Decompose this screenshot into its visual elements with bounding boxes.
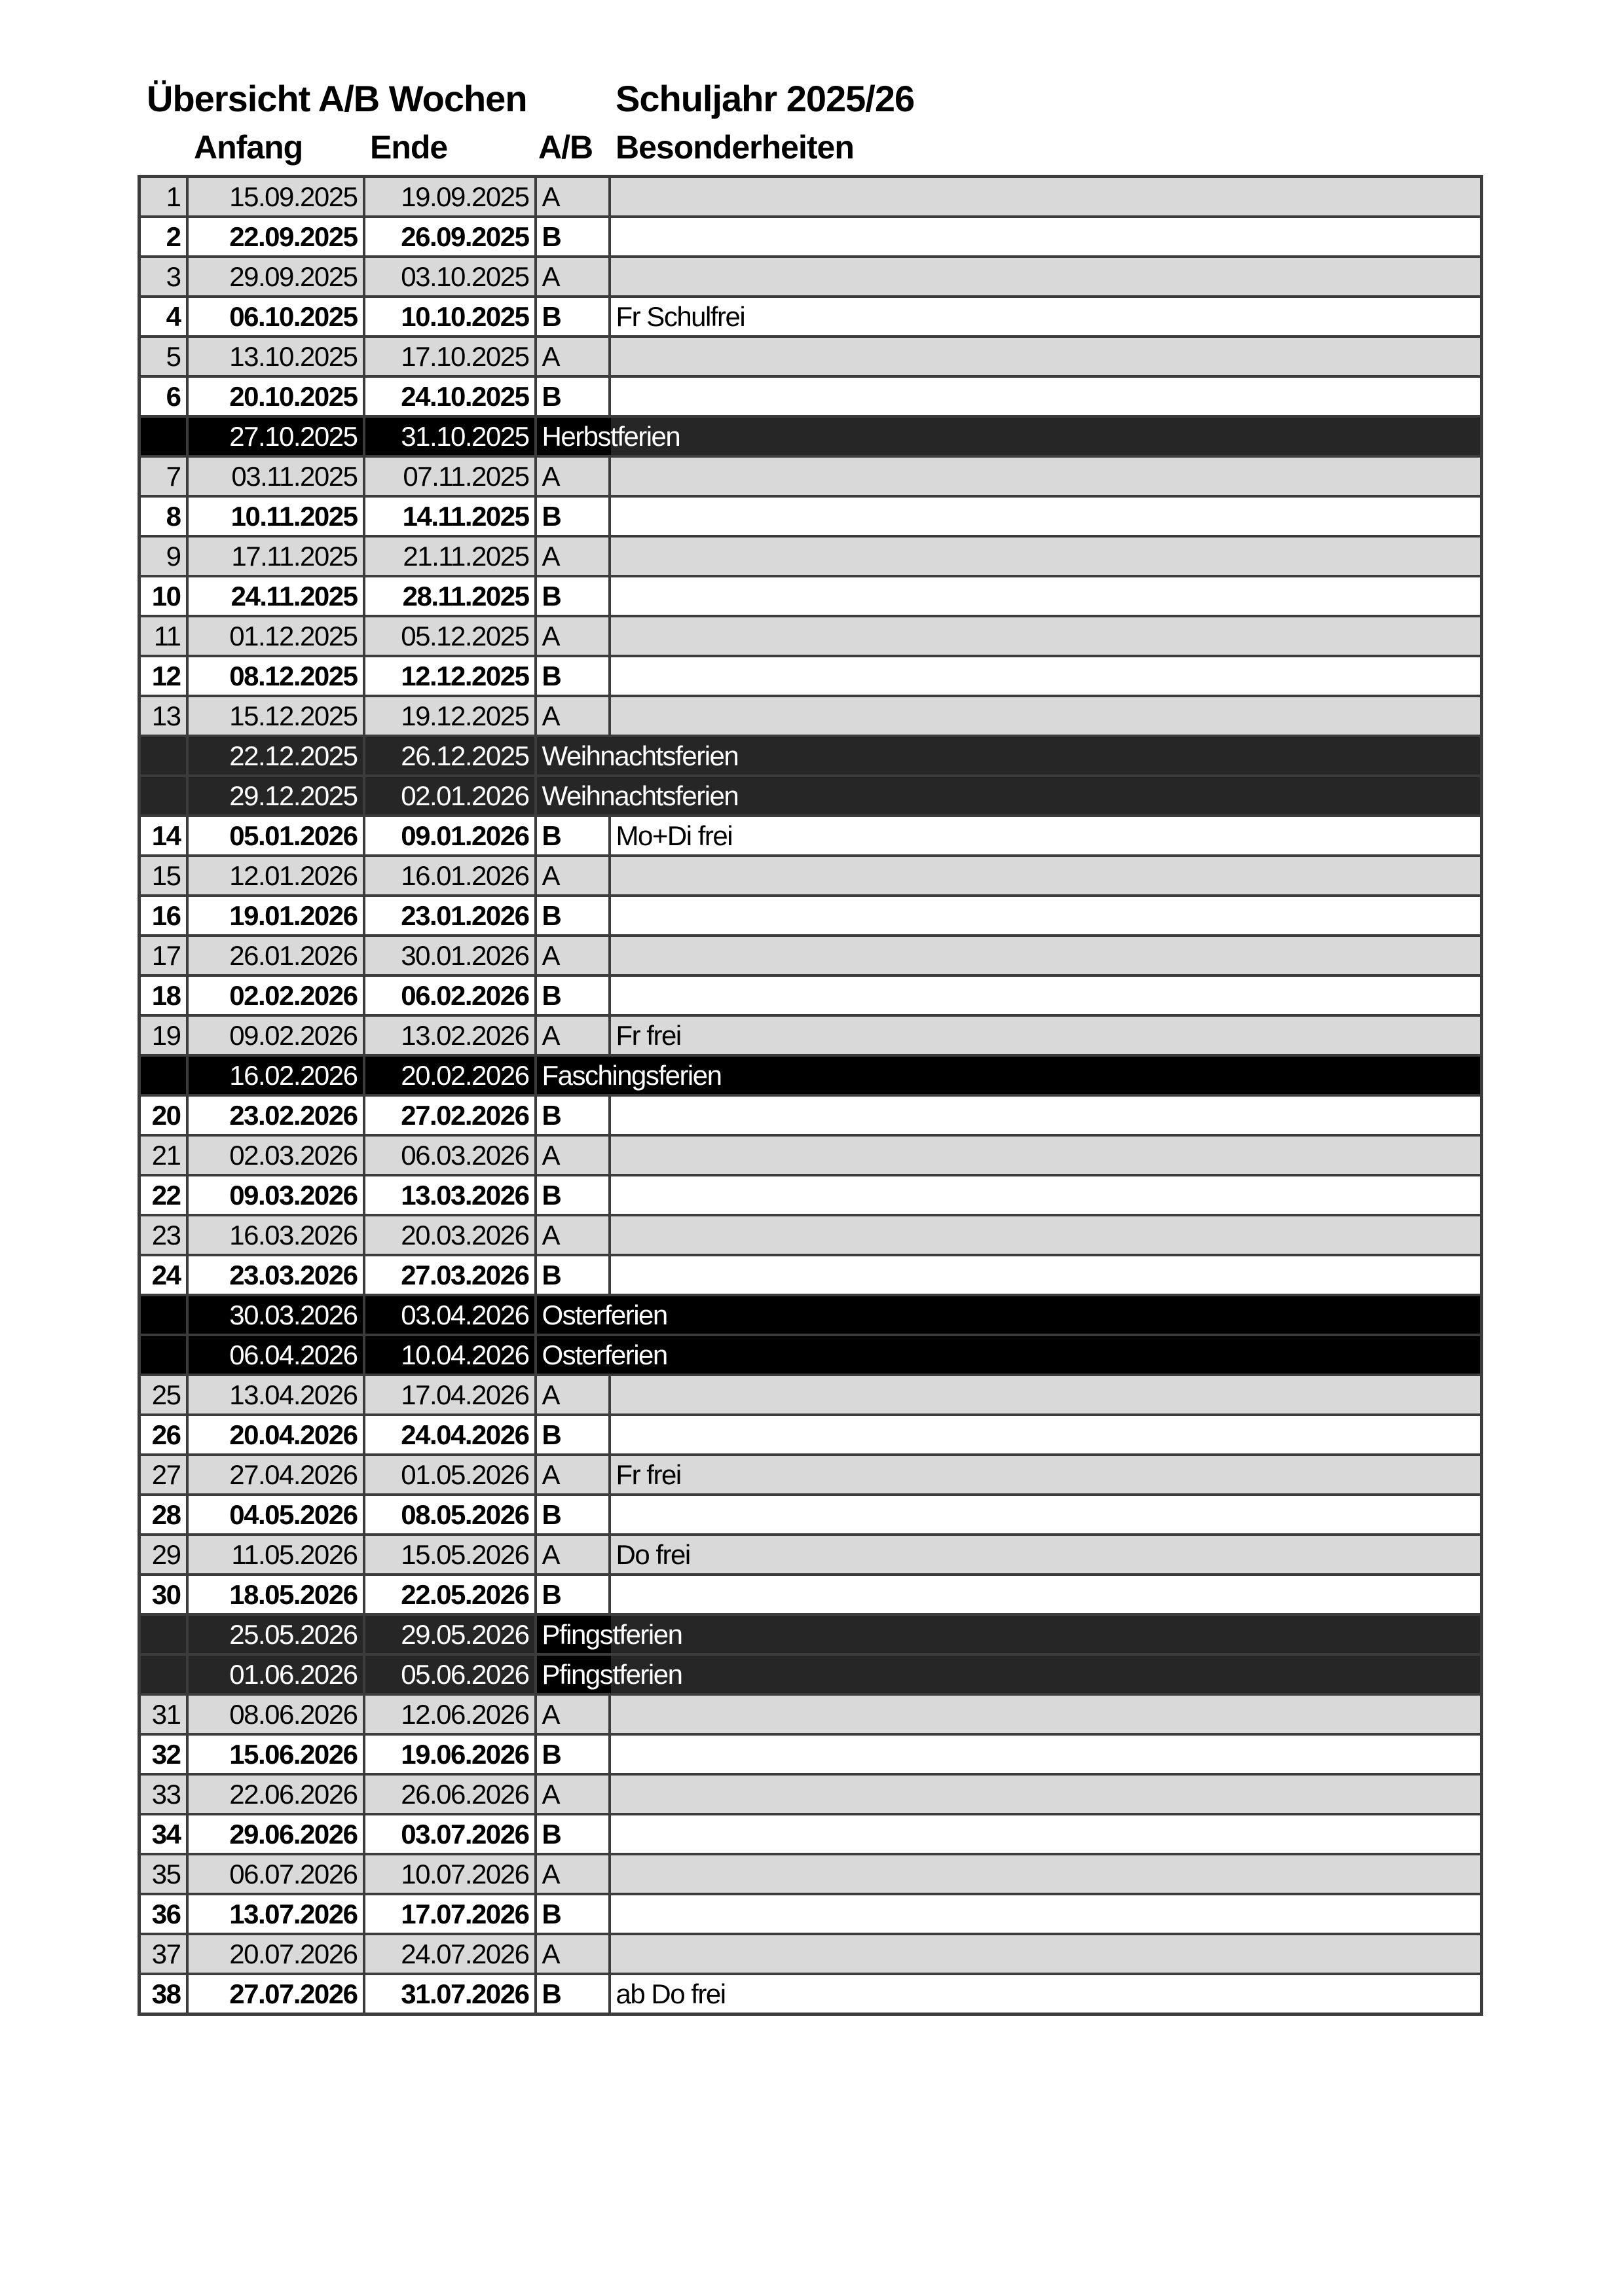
week-end-date: 27.02.2026 xyxy=(364,1095,536,1135)
week-number: 31 xyxy=(139,1694,187,1734)
week-number: 2 xyxy=(139,217,187,257)
week-start-date: 09.02.2026 xyxy=(187,1015,364,1055)
week-row xyxy=(139,696,1482,736)
holiday-label: Osterferien xyxy=(542,1339,667,1370)
week-row xyxy=(139,1215,1482,1255)
week-row xyxy=(139,1255,1482,1295)
week-start-date: 17.11.2025 xyxy=(187,536,364,576)
week-number: 9 xyxy=(139,536,187,576)
week-ab-type: B xyxy=(536,576,610,616)
week-number: 32 xyxy=(139,1734,187,1774)
week-note xyxy=(610,217,1482,257)
holiday-start-date: 16.02.2026 xyxy=(187,1055,364,1095)
week-end-date: 26.06.2026 xyxy=(364,1774,536,1814)
holiday-start-date: 29.12.2025 xyxy=(187,776,364,816)
holiday-row xyxy=(139,1614,1482,1654)
week-number: 26 xyxy=(139,1415,187,1455)
school-year-title: Schuljahr 2025/26 xyxy=(616,78,915,119)
holiday-label-cell xyxy=(536,1055,1482,1095)
week-row xyxy=(139,1095,1482,1135)
week-ab-type: A xyxy=(536,1934,610,1974)
week-note xyxy=(610,1694,1482,1734)
week-start-date: 24.11.2025 xyxy=(187,576,364,616)
week-number: 15 xyxy=(139,856,187,896)
week-end-date: 21.11.2025 xyxy=(364,536,536,576)
week-ab-type: A xyxy=(536,1015,610,1055)
holiday-label: Pfingstferien xyxy=(542,1659,682,1690)
week-note xyxy=(610,975,1482,1015)
week-row xyxy=(139,1854,1482,1894)
week-end-date: 28.11.2025 xyxy=(364,576,536,616)
week-end-date: 15.05.2026 xyxy=(364,1535,536,1575)
week-ab-type: B xyxy=(536,656,610,696)
week-ab-type: B xyxy=(536,896,610,936)
week-end-date: 17.07.2026 xyxy=(364,1894,536,1934)
week-start-date: 23.03.2026 xyxy=(187,1255,364,1295)
holiday-row xyxy=(139,776,1482,816)
week-end-date: 12.06.2026 xyxy=(364,1694,536,1734)
week-end-date: 08.05.2026 xyxy=(364,1495,536,1535)
week-ab-type: B xyxy=(536,1734,610,1774)
week-row xyxy=(139,337,1482,376)
week-note: Fr frei xyxy=(610,1455,1482,1495)
week-number: 29 xyxy=(139,1535,187,1575)
week-note xyxy=(610,536,1482,576)
week-row xyxy=(139,456,1482,496)
week-end-date: 17.10.2025 xyxy=(364,337,536,376)
week-row xyxy=(139,217,1482,257)
week-note xyxy=(610,1814,1482,1854)
column-header-notes: Besonderheiten xyxy=(616,129,854,166)
holiday-end-date: 05.06.2026 xyxy=(364,1654,536,1694)
holiday-row xyxy=(139,736,1482,776)
holiday-end-date: 29.05.2026 xyxy=(364,1614,536,1654)
holiday-start-date: 06.04.2026 xyxy=(187,1335,364,1375)
week-note xyxy=(610,576,1482,616)
week-end-date: 13.03.2026 xyxy=(364,1175,536,1215)
week-ab-type: A xyxy=(536,177,610,217)
week-number: 6 xyxy=(139,376,187,416)
week-note xyxy=(610,1894,1482,1934)
holiday-label-cell xyxy=(536,776,1482,816)
week-start-date: 13.07.2026 xyxy=(187,1894,364,1934)
week-number: 20 xyxy=(139,1095,187,1135)
holiday-row xyxy=(139,1295,1482,1335)
week-ab-type: B xyxy=(536,1175,610,1215)
week-start-date: 27.07.2026 xyxy=(187,1974,364,2014)
week-ab-type: A xyxy=(536,1774,610,1814)
week-number: 12 xyxy=(139,656,187,696)
holiday-number-cell xyxy=(139,1295,187,1335)
week-note xyxy=(610,1415,1482,1455)
week-ab-type: A xyxy=(536,1854,610,1894)
week-note: ab Do frei xyxy=(610,1974,1482,2014)
week-start-date: 20.04.2026 xyxy=(187,1415,364,1455)
week-note xyxy=(610,456,1482,496)
week-ab-type: A xyxy=(536,1694,610,1734)
holiday-label-cell xyxy=(536,416,1482,456)
week-number: 8 xyxy=(139,496,187,536)
week-ab-type: B xyxy=(536,1974,610,2014)
week-note xyxy=(610,1215,1482,1255)
week-ab-type: B xyxy=(536,1575,610,1614)
week-end-date: 19.06.2026 xyxy=(364,1734,536,1774)
holiday-label-cell xyxy=(536,1654,1482,1694)
week-row xyxy=(139,856,1482,896)
week-number: 11 xyxy=(139,616,187,656)
week-row xyxy=(139,1814,1482,1854)
holiday-number-cell xyxy=(139,1614,187,1654)
week-start-date: 23.02.2026 xyxy=(187,1095,364,1135)
holiday-number-cell xyxy=(139,736,187,776)
holiday-number-cell xyxy=(139,416,187,456)
week-note xyxy=(610,177,1482,217)
week-number: 7 xyxy=(139,456,187,496)
week-number: 21 xyxy=(139,1135,187,1175)
week-end-date: 03.07.2026 xyxy=(364,1814,536,1854)
week-end-date: 26.09.2025 xyxy=(364,217,536,257)
week-end-date: 24.10.2025 xyxy=(364,376,536,416)
holiday-row xyxy=(139,416,1482,456)
week-ab-type: A xyxy=(536,856,610,896)
week-start-date: 20.10.2025 xyxy=(187,376,364,416)
week-note xyxy=(610,616,1482,656)
holiday-label: Pfingstferien xyxy=(542,1619,682,1650)
week-start-date: 22.09.2025 xyxy=(187,217,364,257)
week-start-date: 10.11.2025 xyxy=(187,496,364,536)
week-end-date: 03.10.2025 xyxy=(364,257,536,297)
week-row xyxy=(139,1575,1482,1614)
holiday-start-date: 25.05.2026 xyxy=(187,1614,364,1654)
week-start-date: 01.12.2025 xyxy=(187,616,364,656)
week-end-date: 16.01.2026 xyxy=(364,856,536,896)
holiday-label: Weihnachtsferien xyxy=(542,780,739,811)
week-number: 5 xyxy=(139,337,187,376)
week-end-date: 24.07.2026 xyxy=(364,1934,536,1974)
week-end-date: 13.02.2026 xyxy=(364,1015,536,1055)
week-start-date: 12.01.2026 xyxy=(187,856,364,896)
week-note xyxy=(610,1934,1482,1974)
holiday-end-date: 26.12.2025 xyxy=(364,736,536,776)
week-row xyxy=(139,1694,1482,1734)
week-note xyxy=(610,1774,1482,1814)
week-number: 10 xyxy=(139,576,187,616)
week-start-date: 11.05.2026 xyxy=(187,1535,364,1575)
week-row xyxy=(139,896,1482,936)
week-end-date: 24.04.2026 xyxy=(364,1415,536,1455)
week-note xyxy=(610,1734,1482,1774)
week-row xyxy=(139,1535,1482,1575)
week-note xyxy=(610,656,1482,696)
week-start-date: 05.01.2026 xyxy=(187,816,364,856)
week-note: Fr frei xyxy=(610,1015,1482,1055)
week-note xyxy=(610,696,1482,736)
holiday-number-cell xyxy=(139,1654,187,1694)
week-end-date: 30.01.2026 xyxy=(364,936,536,975)
week-start-date: 13.04.2026 xyxy=(187,1375,364,1415)
week-start-date: 08.06.2026 xyxy=(187,1694,364,1734)
week-start-date: 27.04.2026 xyxy=(187,1455,364,1495)
page-title: Übersicht A/B Wochen xyxy=(147,78,527,119)
week-ab-type: A xyxy=(536,616,610,656)
week-start-date: 26.01.2026 xyxy=(187,936,364,975)
week-number: 38 xyxy=(139,1974,187,2014)
holiday-label-cell xyxy=(536,1335,1482,1375)
week-note xyxy=(610,1135,1482,1175)
holiday-end-date: 10.04.2026 xyxy=(364,1335,536,1375)
week-number: 3 xyxy=(139,257,187,297)
weeks-table-body xyxy=(139,177,1482,2014)
holiday-label-cell xyxy=(536,1295,1482,1335)
week-ab-type: A xyxy=(536,1135,610,1175)
week-number: 16 xyxy=(139,896,187,936)
holiday-number-cell xyxy=(139,1055,187,1095)
holiday-label: Faschingsferien xyxy=(542,1060,722,1091)
week-start-date: 20.07.2026 xyxy=(187,1934,364,1974)
week-note xyxy=(610,1575,1482,1614)
week-number: 25 xyxy=(139,1375,187,1415)
week-row xyxy=(139,1455,1482,1495)
week-ab-type: B xyxy=(536,1814,610,1854)
week-end-date: 06.02.2026 xyxy=(364,975,536,1015)
week-start-date: 13.10.2025 xyxy=(187,337,364,376)
week-start-date: 29.09.2025 xyxy=(187,257,364,297)
week-note: Fr Schulfrei xyxy=(610,297,1482,337)
week-end-date: 01.05.2026 xyxy=(364,1455,536,1495)
holiday-label-cell xyxy=(536,1614,1482,1654)
week-note xyxy=(610,1255,1482,1295)
week-number: 35 xyxy=(139,1854,187,1894)
week-row xyxy=(139,616,1482,656)
week-end-date: 06.03.2026 xyxy=(364,1135,536,1175)
week-number: 1 xyxy=(139,177,187,217)
week-row xyxy=(139,177,1482,217)
week-note xyxy=(610,257,1482,297)
week-ab-type: A xyxy=(536,536,610,576)
week-number: 24 xyxy=(139,1255,187,1295)
week-note xyxy=(610,1175,1482,1215)
week-start-date: 02.02.2026 xyxy=(187,975,364,1015)
week-ab-type: A xyxy=(536,257,610,297)
week-start-date: 02.03.2026 xyxy=(187,1135,364,1175)
week-end-date: 31.07.2026 xyxy=(364,1974,536,2014)
holiday-row xyxy=(139,1335,1482,1375)
holiday-start-date: 27.10.2025 xyxy=(187,416,364,456)
week-ab-type: B xyxy=(536,496,610,536)
week-note xyxy=(610,936,1482,975)
holiday-label: Weihnachtsferien xyxy=(542,740,739,771)
week-number: 34 xyxy=(139,1814,187,1854)
week-ab-type: B xyxy=(536,1255,610,1295)
week-start-date: 06.07.2026 xyxy=(187,1854,364,1894)
column-header-ab: A/B xyxy=(538,129,593,166)
week-ab-type: A xyxy=(536,337,610,376)
week-row xyxy=(139,656,1482,696)
column-header-start: Anfang xyxy=(194,129,303,166)
week-row xyxy=(139,1135,1482,1175)
week-end-date: 14.11.2025 xyxy=(364,496,536,536)
holiday-label: Herbstferien xyxy=(542,421,680,452)
week-start-date: 29.06.2026 xyxy=(187,1814,364,1854)
week-ab-type: B xyxy=(536,1894,610,1934)
week-ab-type: B xyxy=(536,217,610,257)
holiday-label-cell xyxy=(536,736,1482,776)
week-row xyxy=(139,576,1482,616)
week-row xyxy=(139,1774,1482,1814)
week-start-date: 03.11.2025 xyxy=(187,456,364,496)
week-row xyxy=(139,536,1482,576)
week-start-date: 18.05.2026 xyxy=(187,1575,364,1614)
week-end-date: 17.04.2026 xyxy=(364,1375,536,1415)
week-ab-type: B xyxy=(536,376,610,416)
week-number: 27 xyxy=(139,1455,187,1495)
week-row xyxy=(139,1375,1482,1415)
week-end-date: 19.09.2025 xyxy=(364,177,536,217)
week-number: 19 xyxy=(139,1015,187,1055)
week-number: 18 xyxy=(139,975,187,1015)
week-ab-type: A xyxy=(536,1375,610,1415)
holiday-end-date: 20.02.2026 xyxy=(364,1055,536,1095)
week-start-date: 22.06.2026 xyxy=(187,1774,364,1814)
week-note xyxy=(610,376,1482,416)
week-ab-type: A xyxy=(536,936,610,975)
week-note xyxy=(610,856,1482,896)
week-row xyxy=(139,1175,1482,1215)
holiday-start-date: 30.03.2026 xyxy=(187,1295,364,1335)
week-note xyxy=(610,1095,1482,1135)
holiday-end-date: 02.01.2026 xyxy=(364,776,536,816)
week-start-date: 06.10.2025 xyxy=(187,297,364,337)
week-end-date: 22.05.2026 xyxy=(364,1575,536,1614)
week-start-date: 19.01.2026 xyxy=(187,896,364,936)
week-number: 28 xyxy=(139,1495,187,1535)
week-start-date: 09.03.2026 xyxy=(187,1175,364,1215)
week-ab-type: B xyxy=(536,975,610,1015)
week-number: 30 xyxy=(139,1575,187,1614)
holiday-row xyxy=(139,1055,1482,1095)
week-note xyxy=(610,1375,1482,1415)
week-row xyxy=(139,936,1482,975)
week-ab-type: B xyxy=(536,1095,610,1135)
week-ab-type: A xyxy=(536,1215,610,1255)
week-row xyxy=(139,816,1482,856)
week-ab-type: A xyxy=(536,456,610,496)
week-ab-type: B xyxy=(536,1415,610,1455)
week-end-date: 05.12.2025 xyxy=(364,616,536,656)
week-note xyxy=(610,496,1482,536)
week-note: Do frei xyxy=(610,1535,1482,1575)
week-row xyxy=(139,257,1482,297)
week-end-date: 27.03.2026 xyxy=(364,1255,536,1295)
week-end-date: 20.03.2026 xyxy=(364,1215,536,1255)
week-note: Mo+Di frei xyxy=(610,816,1482,856)
week-start-date: 04.05.2026 xyxy=(187,1495,364,1535)
week-row xyxy=(139,297,1482,337)
week-note xyxy=(610,337,1482,376)
week-row xyxy=(139,1415,1482,1455)
week-number: 23 xyxy=(139,1215,187,1255)
week-start-date: 15.06.2026 xyxy=(187,1734,364,1774)
week-row xyxy=(139,1894,1482,1934)
holiday-label: Osterferien xyxy=(542,1300,667,1330)
week-ab-type: A xyxy=(536,1455,610,1495)
week-number: 13 xyxy=(139,696,187,736)
week-row xyxy=(139,975,1482,1015)
week-number: 33 xyxy=(139,1774,187,1814)
ab-weeks-table xyxy=(138,175,1483,2016)
week-ab-type: B xyxy=(536,816,610,856)
holiday-end-date: 31.10.2025 xyxy=(364,416,536,456)
week-note xyxy=(610,896,1482,936)
week-start-date: 16.03.2026 xyxy=(187,1215,364,1255)
holiday-row xyxy=(139,1654,1482,1694)
week-row xyxy=(139,1934,1482,1974)
week-number: 14 xyxy=(139,816,187,856)
week-start-date: 15.12.2025 xyxy=(187,696,364,736)
week-number: 4 xyxy=(139,297,187,337)
week-end-date: 07.11.2025 xyxy=(364,456,536,496)
week-ab-type: B xyxy=(536,1495,610,1535)
week-ab-type: A xyxy=(536,1535,610,1575)
week-end-date: 23.01.2026 xyxy=(364,896,536,936)
week-row xyxy=(139,1015,1482,1055)
week-row xyxy=(139,496,1482,536)
holiday-start-date: 01.06.2026 xyxy=(187,1654,364,1694)
week-number: 37 xyxy=(139,1934,187,1974)
week-end-date: 10.10.2025 xyxy=(364,297,536,337)
week-row xyxy=(139,1974,1482,2014)
week-end-date: 09.01.2026 xyxy=(364,816,536,856)
holiday-number-cell xyxy=(139,1335,187,1375)
week-ab-type: B xyxy=(536,297,610,337)
column-header-end: Ende xyxy=(370,129,448,166)
week-end-date: 19.12.2025 xyxy=(364,696,536,736)
holiday-start-date: 22.12.2025 xyxy=(187,736,364,776)
holiday-end-date: 03.04.2026 xyxy=(364,1295,536,1335)
week-ab-type: A xyxy=(536,696,610,736)
week-start-date: 08.12.2025 xyxy=(187,656,364,696)
holiday-number-cell xyxy=(139,776,187,816)
week-number: 17 xyxy=(139,936,187,975)
week-row xyxy=(139,376,1482,416)
week-end-date: 12.12.2025 xyxy=(364,656,536,696)
week-number: 22 xyxy=(139,1175,187,1215)
week-start-date: 15.09.2025 xyxy=(187,177,364,217)
week-end-date: 10.07.2026 xyxy=(364,1854,536,1894)
week-note xyxy=(610,1854,1482,1894)
week-note xyxy=(610,1495,1482,1535)
week-row xyxy=(139,1495,1482,1535)
week-row xyxy=(139,1734,1482,1774)
week-number: 36 xyxy=(139,1894,187,1934)
